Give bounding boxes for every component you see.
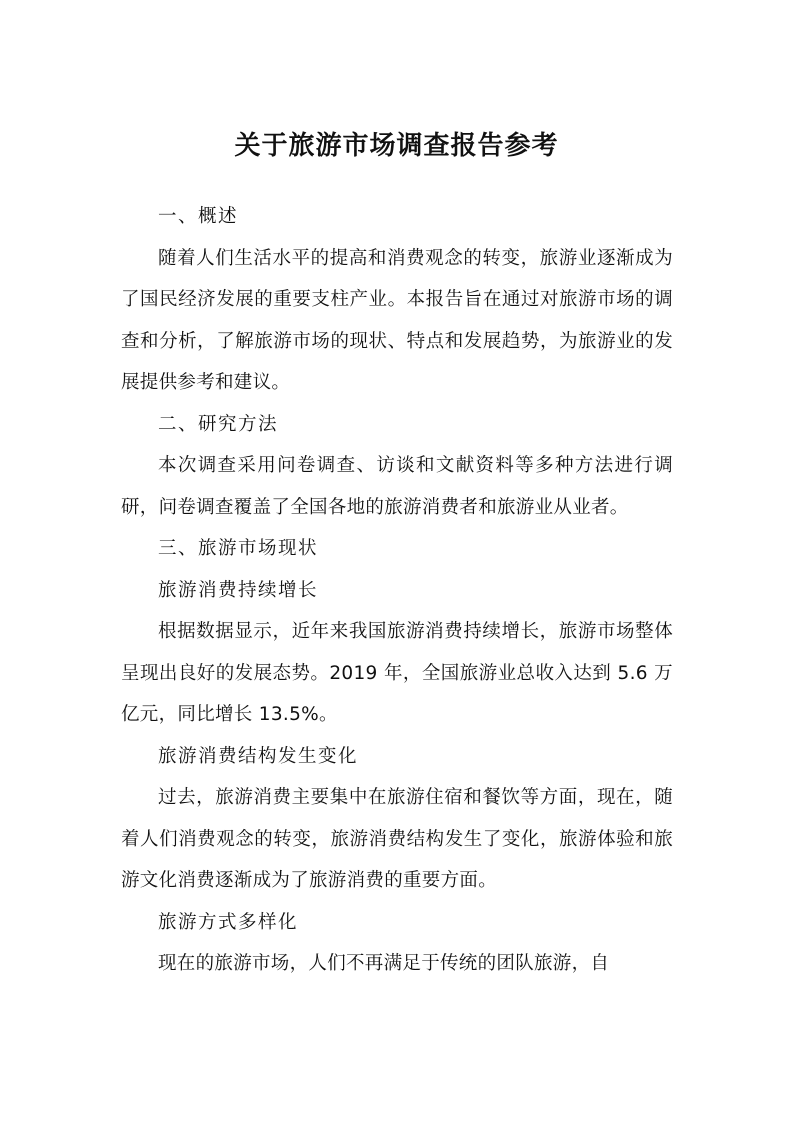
document-title: 关于旅游市场调查报告参考 xyxy=(234,131,559,161)
paragraph-consumption-structure: 过去，旅游消费主要集中在旅游住宿和餐饮等方面，现在，随着人们消费观念的转变，旅游消费结构发生了变化，旅游体验和旅游文化消费逐渐成为了旅游消费的重要方面。 xyxy=(121,787,673,891)
subheading-travel-modes: 旅游方式多样化 xyxy=(158,911,299,933)
paragraph-travel-modes: 现在的旅游市场，人们不再满足于传统的团队旅游，自 xyxy=(158,953,610,974)
document-body xyxy=(121,196,673,985)
subheading-consumption-growth: 旅游消费持续增长 xyxy=(158,579,319,601)
section-heading-market-status: 三、旅游市场现状 xyxy=(158,538,319,559)
paragraph-methods: 本次调查采用问卷调查、访谈和文献资料等多种方法进行调研，问卷调查覆盖了全国各地的旅游消费者和旅游业从业者。 xyxy=(121,455,673,518)
section-heading-overview: 一、概述 xyxy=(158,206,239,227)
subheading-consumption-structure: 旅游消费结构发生变化 xyxy=(158,745,359,767)
paragraph-consumption-growth: 根据数据显示，近年来我国旅游消费持续增长，旅游市场整体呈现出良好的发展态势。2019 年，全国旅游业总收入达到 5.6 万亿元，同比增长 13.5%。 xyxy=(121,621,673,725)
section-heading-methods: 二、研究方法 xyxy=(158,413,279,435)
paragraph-overview: 随着人们生活水平的提高和消费观念的转变，旅游业逐渐成为了国民经济发展的重要支柱产业。本报告旨在通过对旅游市场的调查和分析，了解旅游市场的现状、特点和发展趋势，为旅游业的发展提供参考和建议。 xyxy=(121,247,673,393)
